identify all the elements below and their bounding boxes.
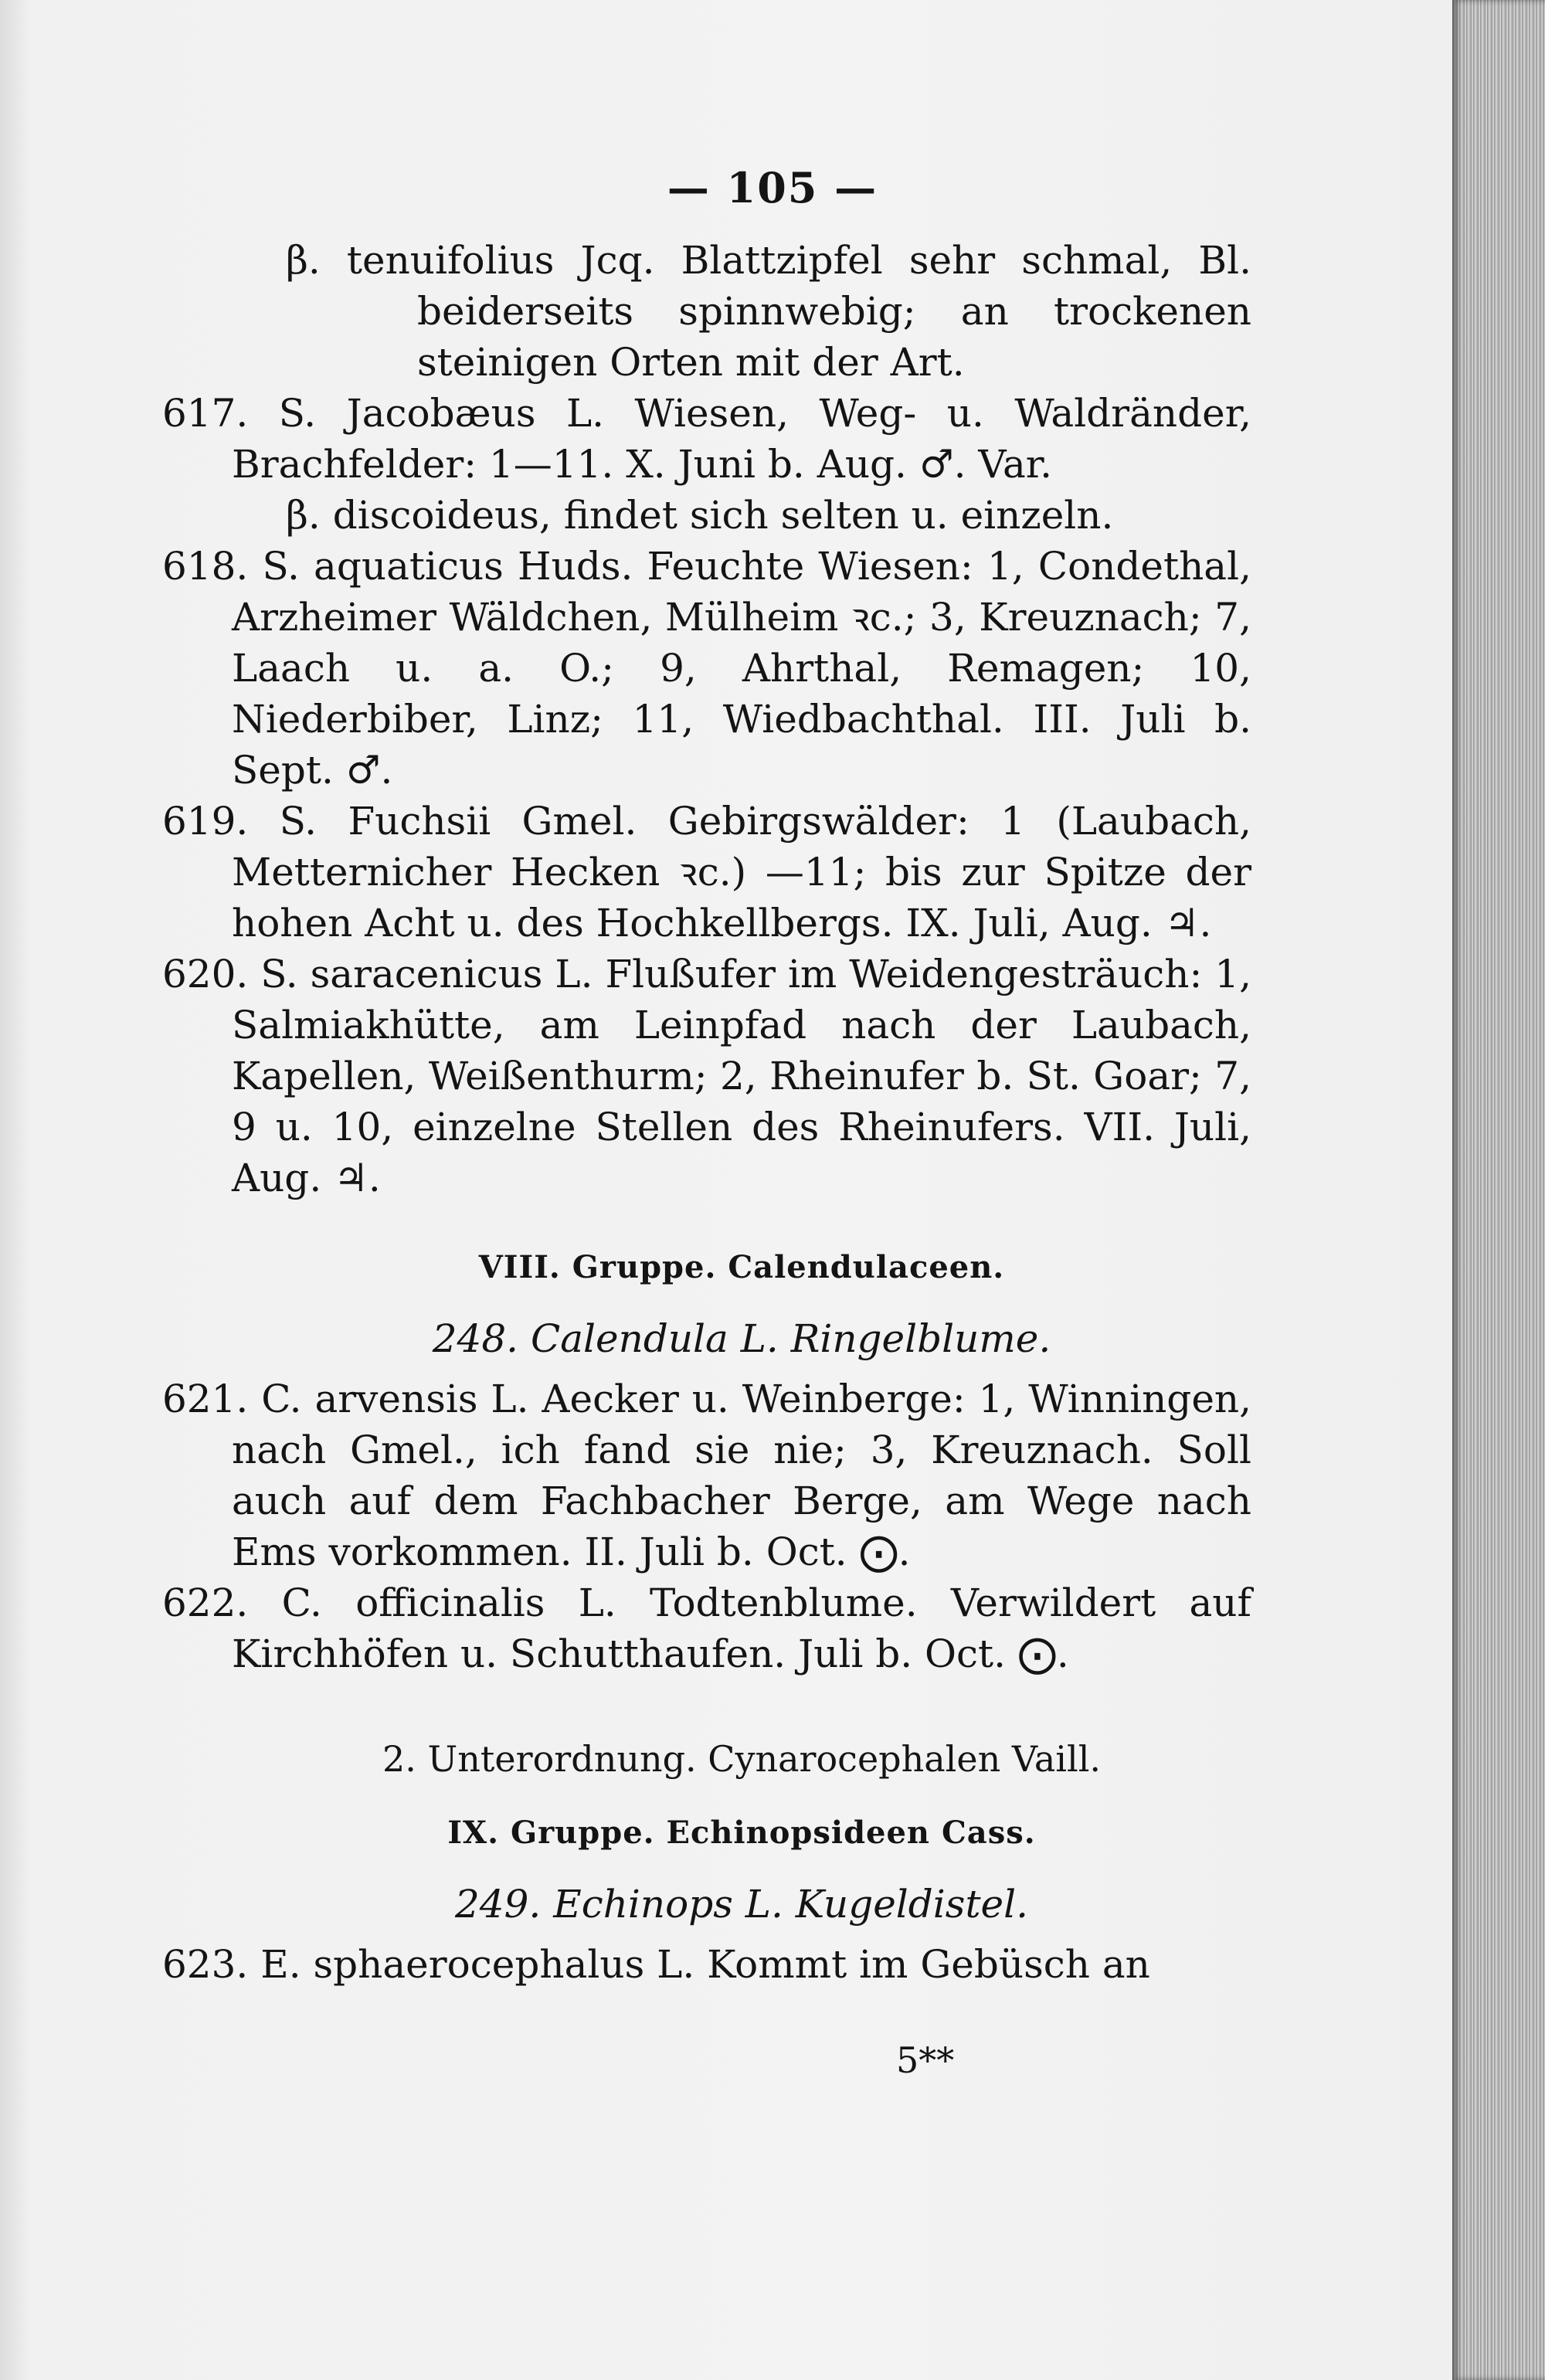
page-edge-stack	[1452, 0, 1545, 2380]
signature-mark: 5**	[896, 2039, 955, 2081]
group-heading-ix: IX. Gruppe. Echinopsideen Cass.	[447, 1815, 1036, 1851]
entry-623: 623. E. sphaerocephalus L. Kommt im Gebüsch an	[162, 1942, 1150, 1987]
entry-622: 622. C. officinalis L. Todtenblume. Verwildert auf Kirchhöfen u. Schutthaufen. Juli b. Oct. ⨀.	[162, 1580, 1251, 1676]
entry-beta-tenuifolius: β. tenuifolius Jcq. Blattzipfel sehr schmal, Bl. beiderseits spinnwebig; an trockenen steinigen Orten mit der Art.	[286, 238, 1251, 385]
genus-heading-248: 248. Calendula L. Ringelblume.	[432, 1316, 1051, 1361]
entry-621: 621. C. arvensis L. Aecker u. Weinberge: 1, Winningen, nach Gmel., ich fand sie nie; 3, Kreuznach. Soll auch auf dem Fachbacher Berge, am Wege nach Ems vorkommen. II. Juli b. Oct. ⨀.	[162, 1377, 1251, 1574]
entry-619: 619. S. Fuchsii Gmel. Gebirgswälder: 1 (Laubach, Metternicher Hecken ꝛc.) —11; bis zur Spitze der hohen Acht u. des Hochkellbergs. IX. Juli, Aug. ♃.	[162, 799, 1251, 946]
entry-618: 618. S. aquaticus Huds. Feuchte Wiesen: 1, Condethal, Arzheimer Wäldchen, Mülheim ꝛc.; 3, Kreuznach; 7, Laach u. a. O.; 9, Ahrthal, Remagen; 10, Niederbiber, Linz; 11, Wiedbachthal. III. Juli b. Sept. ♂.	[162, 544, 1251, 793]
entry-beta-discoideus: β. discoideus, findet sich selten u. einzeln.	[286, 493, 1114, 538]
page-content	[162, 162, 1251, 1990]
entry-617: 617. S. Jacobæus L. Wiesen, Weg- u. Waldränder, Brachfelder: 1—11. X. Juni b. Aug. ♂. Var.	[162, 391, 1251, 487]
group-heading-viii: VIII. Gruppe. Calendulaceen.	[478, 1249, 1005, 1285]
suborder-heading: 2. Unterordnung. Cynarocephalen Vaill.	[382, 1738, 1102, 1780]
genus-heading-249: 249. Echinops L. Kugeldistel.	[454, 1882, 1029, 1927]
page-number-header: — 105 —	[667, 163, 878, 212]
entry-620: 620. S. saracenicus L. Flußufer im Weidengesträuch: 1, Salmiakhütte, am Leinpfad nach der Laubach, Kapellen, Weißenthurm; 2, Rheinufer b. St. Goar; 7, 9 u. 10, einzelne Stellen des Rheinufers. VII. Juli, Aug. ♃.	[162, 952, 1251, 1200]
